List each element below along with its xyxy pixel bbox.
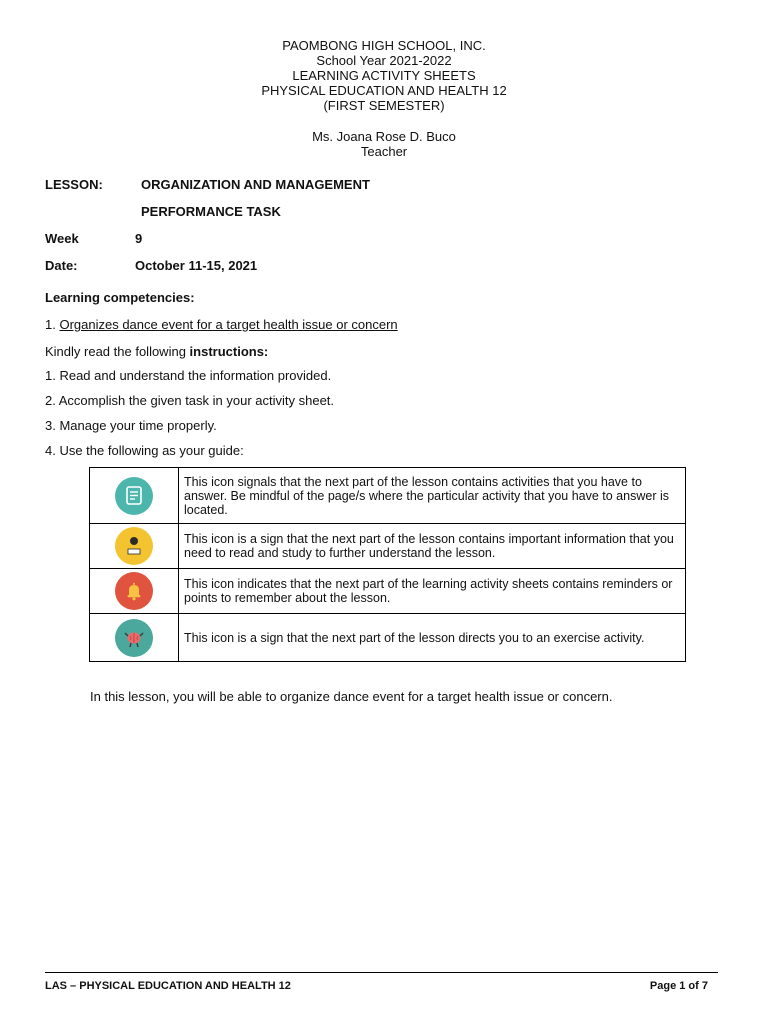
guide-description: This icon signals that the next part of the lesson contains activities that you have to answer. Be mindful of the page/s where the particular activity that you have to answer is located. [179, 468, 686, 524]
competencies-heading: Learning competencies: [45, 290, 195, 305]
instruction-item: 2. Accomplish the given task in your activity sheet. [45, 393, 335, 408]
instructions-label: instructions: [189, 344, 269, 359]
instructions-prefix: Kindly read the following [45, 344, 190, 359]
bell-icon [115, 572, 153, 610]
activity-sheet-icon [115, 477, 153, 515]
school-year: School Year 2021-2022 [316, 53, 452, 68]
competency-text: Organizes dance event for a target health issue or concern [59, 317, 398, 332]
guide-description: This icon indicates that the next part of the learning activity sheets contains reminders or points to remember about the lesson. [179, 569, 686, 614]
competency-number: 1. [45, 317, 60, 332]
week-label: Week [45, 231, 79, 246]
semester: (FIRST SEMESTER) [323, 98, 445, 113]
lesson-title: ORGANIZATION AND MANAGEMENT [141, 177, 370, 192]
school-name: PAOMBONG HIGH SCHOOL, INC. [282, 38, 486, 53]
table-row [90, 614, 686, 662]
page-of: of [685, 980, 702, 992]
competency-item [45, 317, 398, 333]
subject-title: PHYSICAL EDUCATION AND HEALTH 12 [261, 83, 507, 98]
date-label: Date: [45, 258, 78, 273]
footer-title: LAS – PHYSICAL EDUCATION AND HEALTH 12 [45, 980, 291, 992]
table-row [90, 468, 686, 524]
brain-exercise-icon [115, 619, 153, 657]
instructions-intro [45, 344, 268, 360]
instruction-item: 1. Read and understand the information provided. [45, 368, 332, 383]
sheet-title: LEARNING ACTIVITY SHEETS [292, 68, 476, 83]
guide-description: This icon is a sign that the next part of the lesson directs you to an exercise activity. [179, 614, 686, 662]
guide-description: This icon is a sign that the next part of the lesson contains important information that you need to read and study to further understand the lesson. [179, 524, 686, 569]
teacher-role: Teacher [360, 144, 408, 159]
page-total: 7 [701, 980, 708, 992]
lesson-label: LESSON: [45, 177, 103, 192]
teacher-name: Ms. Joana Rose D. Buco [312, 129, 456, 144]
table-row [90, 569, 686, 614]
table-row [90, 524, 686, 569]
page-number [650, 980, 708, 992]
reading-person-icon [115, 527, 153, 565]
instruction-item: 3. Manage your time properly. [45, 418, 217, 433]
week-value: 9 [135, 231, 143, 246]
instruction-item: 4. Use the following as your guide: [45, 443, 244, 458]
lesson-objective: In this lesson, you will be able to organize dance event for a target health issue or concern. [90, 689, 613, 704]
page-prefix: Page [649, 980, 680, 992]
footer-divider [45, 972, 718, 973]
document-header [0, 38, 768, 159]
date-value: October 11-15, 2021 [135, 258, 258, 273]
icon-guide-table [89, 467, 686, 662]
page-current: 1 [679, 980, 686, 992]
performance-task-label: PERFORMANCE TASK [141, 204, 281, 219]
